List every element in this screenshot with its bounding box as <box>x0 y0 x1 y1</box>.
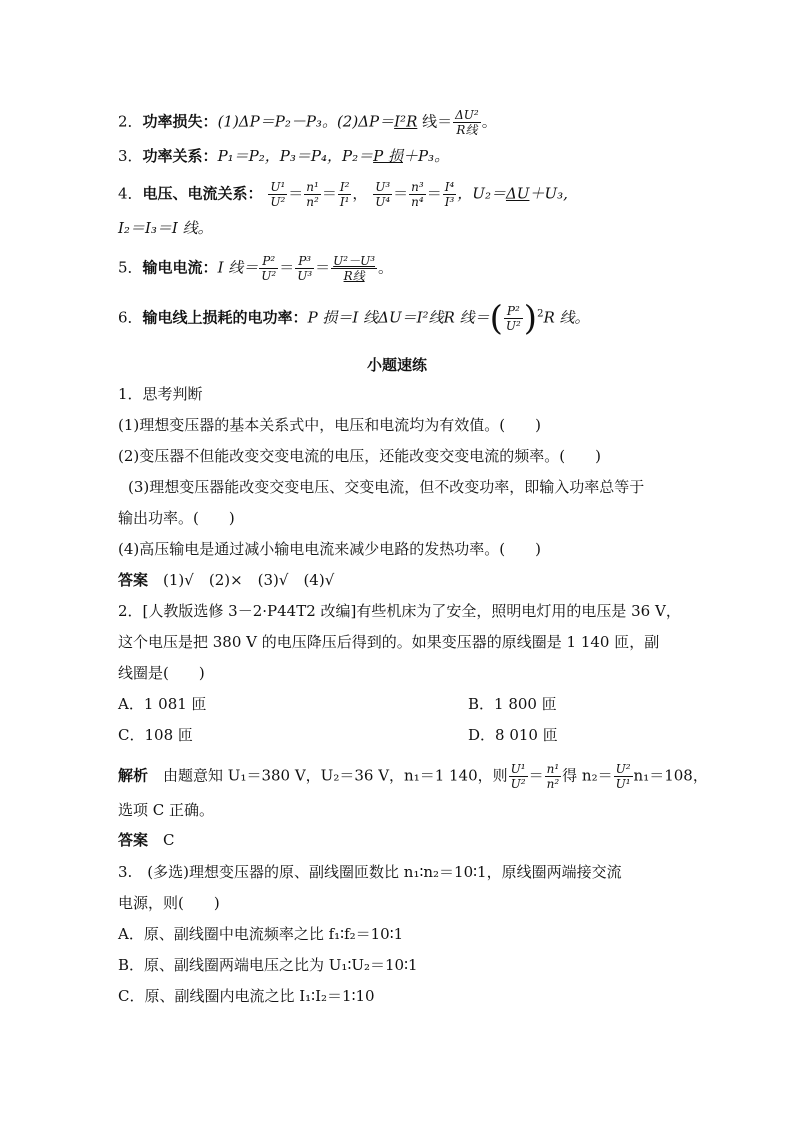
option-b: B．1 800 匝 <box>468 695 557 713</box>
question-3-line-1: 3. (多选)理想变压器的原、副线圈匝数比 n₁∶n₂＝10∶1，原线圈两端接交流 <box>118 863 622 881</box>
option-c: C．108 匝 <box>118 726 193 744</box>
answer-label: 答案 <box>118 571 149 589</box>
item-label: 功率损失： <box>142 112 218 131</box>
formula-line-6: 6．输电线上损耗的电功率：P 损＝I 线ΔU＝I²线R 线＝( $\frac{\text{P²}}{\text{U²}}$ )$^2$R 线。 <box>118 298 590 339</box>
item-number: 4． <box>118 184 143 203</box>
item-number: 3． <box>118 147 143 165</box>
answer-text: C <box>163 831 175 849</box>
fraction: $\frac{\text{n¹}}{\text{n²}}$ <box>546 762 560 791</box>
question-2-line-1: 2．[人教版选修 3－2·P44T2 改编]有些机床为了安全，照明电灯用的电压是 36 V， <box>118 602 681 620</box>
item-number: 5． <box>118 258 143 277</box>
fraction: $\frac{\text{P³}}{\text{U³}}$ <box>297 254 313 283</box>
list-item: (2)变压器不但能改变交变电流的电压，还能改变交变电流的频率。( ) <box>118 447 601 465</box>
list-item-cont: 输出功率。( ) <box>118 509 235 527</box>
question-2-line-2: 这个电压是把 380 V 的电压降压后得到的。如果变压器的原线圈是 1 140 匝，副 <box>118 633 660 651</box>
option-a: A．1 081 匝 <box>118 695 207 713</box>
item-number: 6． <box>118 308 143 327</box>
formula-text: 线＝ <box>417 112 453 131</box>
fraction: $\frac{\text{I²}}{\text{I¹}}$ <box>339 180 350 209</box>
question-2-line-3: 线圈是( ) <box>118 664 205 682</box>
fraction: $\frac{\text{n¹}}{\text{n²}}$ <box>306 180 319 209</box>
formula-text: ＋P₃。 <box>402 147 450 165</box>
answer-line <box>118 570 334 590</box>
formula-text: P₁＝P₂，P₃＝P₄，P₂＝ <box>217 147 374 165</box>
item-label: 输电电流： <box>142 258 218 277</box>
formula-text: (1)ΔP＝P₂－P₃。(2)ΔP＝ <box>217 112 395 131</box>
fraction: $\frac{\text{U¹}}{\text{U²}}$ <box>270 180 286 209</box>
fraction: $\frac{\text{U²}}{\text{U¹}}$ <box>615 762 631 791</box>
list-item: (1)理想变压器的基本关系式中，电压和电流均为有效值。( ) <box>118 416 541 434</box>
question-3-line-2: 电源，则( ) <box>118 894 220 912</box>
fraction: $\frac{\text{U¹}}{\text{U²}}$ <box>510 762 526 791</box>
formula-line-2 <box>118 108 497 137</box>
fraction: $\frac{\text{U³}}{\text{U⁴}}$ <box>375 180 391 209</box>
item-label: 功率关系： <box>142 147 218 165</box>
fraction: $\frac{\text{U²－U³}}{\text{R线}}$ <box>333 254 376 283</box>
option-row <box>118 725 558 745</box>
formula-text: I²R <box>394 112 418 131</box>
list-item: (4)高压输电是通过减小输电电流来减少电路的发热功率。( ) <box>118 540 541 558</box>
fraction: $\frac{\text{I⁴}}{\text{I³}}$ <box>444 180 455 209</box>
fraction: $\frac{\text{P²}}{\text{U²}}$ <box>505 304 521 333</box>
fraction: $\frac{\text{n³}}{\text{n⁴}}$ <box>411 180 424 209</box>
analysis-text: 由题意知 U₁＝380 V，U₂＝36 V，n₁＝1 140，则 <box>163 766 508 785</box>
list-item: (3)理想变压器能改变交变电压、交变电流，但不改变功率，即输入功率总等于 <box>128 478 645 496</box>
item-number: 2． <box>118 112 143 131</box>
option-a: A．原、副线圈中电流频率之比 f₁∶f₂＝10∶1 <box>118 925 404 943</box>
answer-line <box>118 830 175 850</box>
fraction: $\frac{\text{P²}}{\text{U²}}$ <box>261 254 277 283</box>
section-title: 小题速练 <box>366 356 427 374</box>
answer-label: 答案 <box>118 831 149 849</box>
answer-text: (1)√ (2)× (3)√ (4)√ <box>163 571 335 589</box>
option-b: B．原、副线圈两端电压之比为 U₁∶U₂＝10∶1 <box>118 956 418 974</box>
option-d: D．8 010 匝 <box>468 726 558 744</box>
fraction: $\frac{\text{ΔU²}}{\text{R线}}$ <box>455 108 479 137</box>
formula-text: P 损 <box>373 147 403 165</box>
formula-text: 。 <box>481 112 497 131</box>
formula-line-3 <box>118 146 449 166</box>
analysis-line: 解析 由题意知 U₁＝380 V，U₂＝36 V，n₁＝1 140，则 $\frac{\text{U¹}}{\text{U²}}$ ＝ $\frac{\text{n¹}}{\text{n²}}$ 得 n₂＝ $\frac{\text{U²}}{\text{U¹}}$ n₁＝108， <box>118 762 708 791</box>
option-row <box>118 694 557 714</box>
item-label: 电压、电流关系： <box>142 184 263 203</box>
formula-line-5: 5．输电电流：I 线＝ $\frac{\text{P²}}{\text{U²}}$ ＝ $\frac{\text{P³}}{\text{U³}}$ ＝ $\frac{\text{U²－U³}}{\text{R线}}$ 。 <box>118 254 394 283</box>
option-c: C．原、副线圈内电流之比 I₁∶I₂＝1∶10 <box>118 987 375 1005</box>
analysis-line-2: 选项 C 正确。 <box>118 801 215 819</box>
item-label: 输电线上损耗的电功率： <box>142 308 308 327</box>
formula-line-4b: I₂＝I₃＝I 线。 <box>118 219 213 237</box>
analysis-label: 解析 <box>118 766 149 785</box>
formula-line-4: 4．电压、电流关系： $\frac{\text{U¹}}{\text{U²}}$ ＝ $\frac{\text{n¹}}{\text{n²}}$ ＝ $\frac{\text{I²}}{\text{I¹}}$ ， $\frac{\text{U³}}{\text{U⁴}}$ ＝ $\frac{\text{n³}}{\text{n⁴}}$ ＝ $\frac{\text{I⁴}}{\text{I³}}$ ，U₂＝ΔU＋U₃, <box>118 180 568 209</box>
question-1-head: 1．思考判断 <box>118 385 203 403</box>
